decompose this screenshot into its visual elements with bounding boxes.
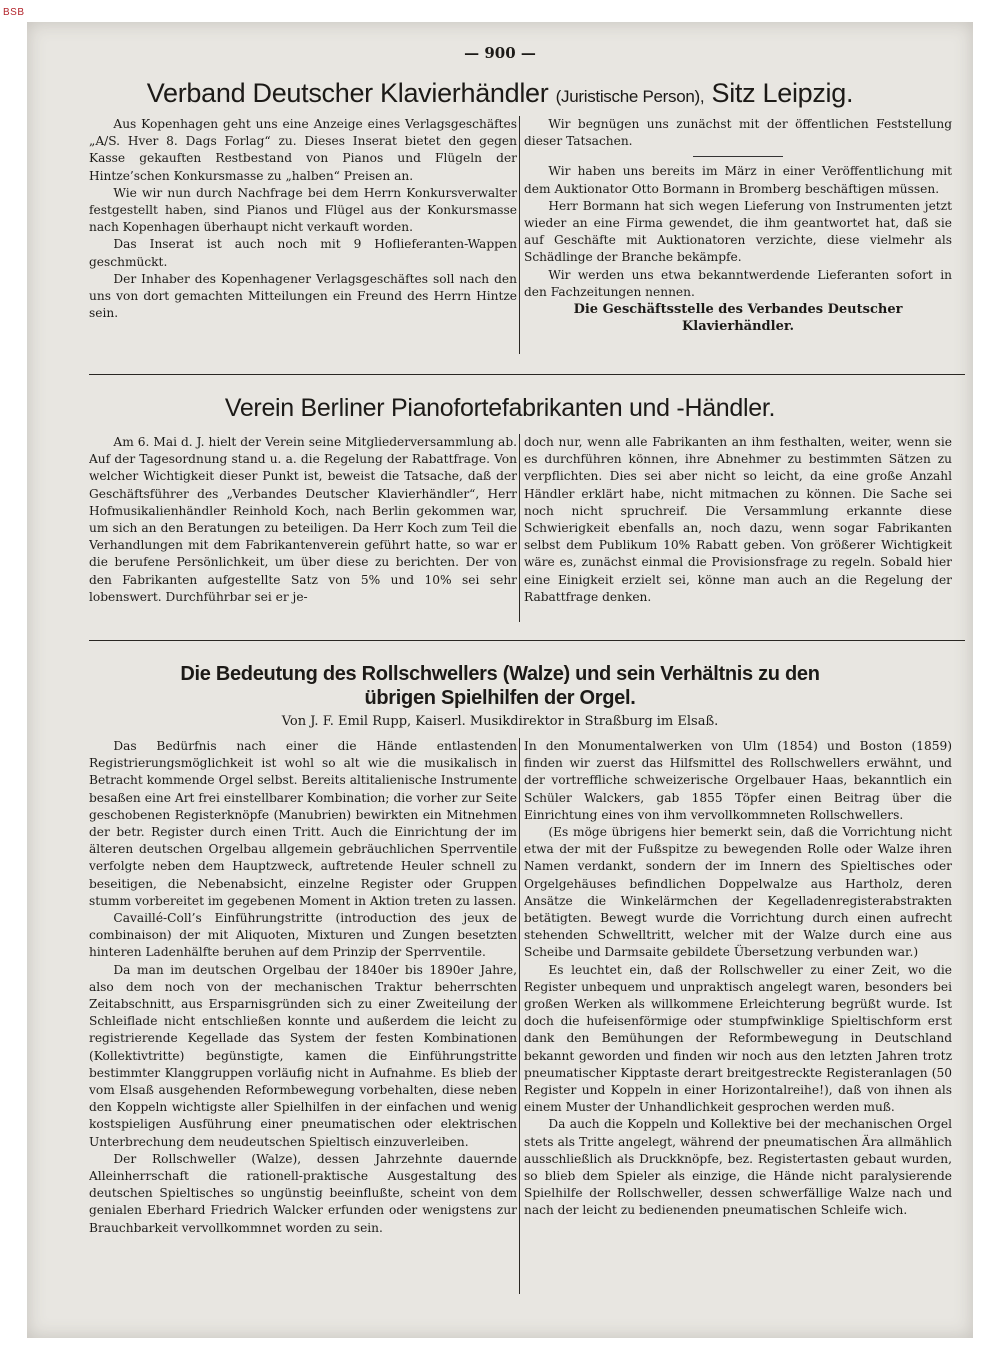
section1-title-end: Sitz Leipzig. <box>711 78 854 108</box>
section1-left-paragraph: Der Inhaber des Kopenhagener Verlagsgeschäftes soll nach den uns von dort gemachten Mitteilungen ein Freund des Herrn Hintze sein. <box>89 271 517 321</box>
section-divider <box>89 640 965 641</box>
section3-left-paragraph: Das Bedürfnis nach einer die Hände entlastenden Registrierungsmöglichkeit ist wohl so alt wie die musikalisch in Betracht kommende Orgel selbst. Bereits altitalienische Instrumente besaßen eine Art frei einstellbarer Kombination; die vorher zur Seite geschobenen Registerknöpfe (Manubrien) bewirkten ein Mitnehmen der betr. Register durch einen Tritt. Auch die Einrichtung der im älteren deutschen Orgelbau allgemein gebräuchlichen Sperrventile verfolgte neben dem Hauptzweck, auftretende Heuler schnell zu beseitigen, die Nebenabsicht, einzelne Register oder Gruppen stumm vorbereitet im gegebenen Moment in Aktion treten zu lassen. <box>89 739 517 908</box>
section1-left-paragraph: Wie wir nun durch Nachfrage bei dem Herrn Konkursverwalter festgestellt haben, sind Pianos und Flügel aus der Konkursmasse nach Kopenhagen überhaupt nicht verkauft worden. <box>89 185 517 235</box>
section2-right-column <box>524 434 952 624</box>
signature-line: Die Geschäftsstelle des Verbandes Deutscher <box>573 302 903 318</box>
section1-right-paragraph: Wir werden uns etwa bekanntwerdende Lieferanten sofort in den Fachzeitungen nennen. <box>524 267 952 299</box>
newspaper-page <box>27 22 973 1338</box>
section3-left-paragraph: Cavaillé-Coll’s Einführungstritte (introduction des jeux de combinaison) der mit Aliquoten, Mixturen und Zungen besetzten hinteren Ladenhälfte beruhen auf dem Prinzip der Sperrventile. <box>89 911 517 960</box>
section2-right-paragraph: doch nur, wenn alle Fabrikanten an ihm festhalten, weiter, wenn sie es durchführen können, ihre Abnehmer zu bestimmten Sätzen zu verpflichten. Dies sei aber nicht so leicht, da eine große Anzahl Händler erklärt habe, nicht mitmachen zu können. Die Sache sei noch nicht spruchreif. Die Versammlung erkannte diese Schwierigkeit ebenfalls an, noch dazu, wenn sogar Fabrikanten selbst dem Publikum 10% Rabatt geben. Von größerer Wichtigkeit wäre es, zunächst einmal die Provisionsfrage zu regeln. Sobald hier eine Einigkeit erzielt sei, könne man auch an die Regelung der Rabattfrage denken. <box>524 435 952 604</box>
section1-title-main: Verband Deutscher Klavierhändler <box>146 78 549 108</box>
section3-right-paragraph: Es leuchtet ein, daß der Rollschweller zu einer Zeit, wo die Register unbequem und unpraktisch angelegt waren, besonders bei großen Werken als willkommene Erleichterung begrüßt wurde. Ist doch die hufeisenförmige oder stumpfwinklige Spieltischform erst dank den Bemühungen der Reformbewegung in Deutschland bekannt geworden und finden wir noch aus den letzten Jahren trotz pneumatischer Kipptaste derart breitgestreckte Registeranlagen (50 Register und Koppeln in einer Horizontalreihe!), daß von ihnen als einem Muster der Unhandlichkeit gesprochen werden muß. <box>524 962 952 1115</box>
short-divider <box>693 156 783 157</box>
section1-right-paragraph: Herr Bormann hat sich wegen Lieferung von Instrumenten jetzt wieder an eine Firma gewendet, die ihm geantwortet hat, daß sie auf Geschäfte mit Auktionatoren verzichte, diese vielmehr als Schädlinge der Branche bekämpfe. <box>524 198 952 265</box>
section2-left-paragraph: Am 6. Mai d. J. hielt der Verein seine Mitgliederversammlung ab. Auf der Tagesordnung stand u. a. die Regelung der Rabattfrage. Von welcher Wichtigkeit dieser Punkt ist, beweist die Tatsache, daß der Geschäftsführer des „Verbandes Deutscher Klavierhändler“, Herr Hofmusikalienhändler Reinhold Koch, nach Berlin gekommen war, um sich an den Beratungen zu beteiligen. Da Herr Koch zum Teil die Verhandlungen mit dem Fabrikantenverein geführt hatte, so war er die berufene Persönlichkeit, um über diese zu berichten. Der von den Fabrikanten aufgestellte Satz von 5% und 10% sei sehr lobenswert. Durchführbar sei er je- <box>89 435 517 604</box>
section1-right-paragraph: Wir haben uns bereits im März in einer Veröffentlichung mit dem Auktionator Otto Bormann in Bromberg beschäftigen müssen. <box>524 164 952 196</box>
library-watermark: BSB <box>3 7 25 18</box>
section1-right-paragraph: Wir begnügen uns zunächst mit der öffentlichen Feststellung dieser Tatsachen. <box>524 117 952 149</box>
section1-title <box>27 78 973 109</box>
section1-column-rule <box>519 116 520 354</box>
section3-left-column <box>89 738 517 1298</box>
author-byline: Von J. F. Emil Rupp, Kaiserl. Musikdirektor in Straßburg im Elsaß. <box>281 714 719 729</box>
page-number: — 900 — <box>464 44 536 62</box>
section3-right-paragraph: In den Monumentalwerken von Ulm (1854) und Boston (1859) finden wir zuerst das Hilfsmittel des Rollschwellers erwähnt, und der vortreffliche schweizerische Orgelbauer Haas, bekanntlich ein Schüler Walckers, gab 1855 Töpfer einen Beitrag über die Einrichtung eines von ihm vervollkommneten Rollschwellers. <box>524 739 952 822</box>
section1-left-paragraph: Aus Kopenhagen geht uns eine Anzeige eines Verlagsgeschäftes „A/S. Hver 8. Dags Forlag“ zu. Dieses Inserat bietet den gegen Kasse gekauften Restbestand von Pianos und Flügeln der Hintze’schen Konkursmasse zu „halben“ Preisen an. <box>89 117 517 183</box>
section1-title-paren: (Juristische Person), <box>555 87 705 106</box>
section3-left-paragraph: Der Rollschweller (Walze), dessen Jahrzehnte dauernde Alleinherrschaft die rationell-praktische Ausgestaltung des deutschen Spieltisches so ungünstig beeinflußte, scheint von dem genialen Eberhard Friedrich Walcker erfunden oder wenigstens zur Brauchbarkeit vervollkommnet worden zu sein. <box>89 1151 517 1235</box>
section3-right-paragraph: Da auch die Koppeln und Kollektive bei der mechanischen Orgel stets als Tritte angelegt, während der pneumatischen Ära allmählich ausschließlich als Druckknöpfe, bez. Registertasten gebaut wurden, so blieb dem Spieler als einzige, die Hände nicht paralysierende Spielhilfe der Rollschweller, dessen schwerfällige Walze nach und nach der leicht zu bedienenden pneumatischen Schleife wich. <box>524 1117 952 1218</box>
section2-left-column <box>89 434 517 624</box>
section3-title-line: Die Bedeutung des Rollschwellers (Walze) und sein Verhältnis zu den <box>180 663 820 685</box>
section3-right-paragraph: (Es möge übrigens hier bemerkt sein, daß die Vorrichtung nicht etwa der mit der Fußspitze zu bewegenden Rolle oder Walze ihren Namen verdankt, sondern der im Innern des Spieltisches oder Orgelgehäuses befindlichen Doppelwalze aus Hartholz, deren Ansätze die Winkelärmchen der Kegelladenregisterabstrakten betätigten. Bewegt wurde die Vorrichtung durch einen aufrecht stehenden Schwelltritt, welcher mit der Walze durch eine aus Scheibe und Darmsaite gebildete Übersetzung verbunden war.) <box>524 825 952 960</box>
section1-left-paragraph: Das Inserat ist auch noch mit 9 Hoflieferanten-Wappen geschmückt. <box>89 237 517 269</box>
section3-right-column <box>524 738 952 1298</box>
section3-left-paragraph: Da man im deutschen Orgelbau der 1840er bis 1890er Jahre, also dem noch von der mechanischen Traktur beherrschten Zeitabschnitt, aus Ersparnisgründen sich zu einer Zweiteilung der Schleiflade nicht entschließen konnte und außerdem die leicht zu registrierende Kegellade das System der festen Kombinationen (Kollektivtritte) begünstigte, kamen die Einführungstritte bestimmter Klanggruppen vorläufig nicht in Aufnahme. Es blieb der vom Elsaß ausgehenden Reformbewegung vorbehalten, diese neben den Koppeln wichtigste aller Spielhilfen in der einfachen und wenig kostspieligen Ausführung einer pneumatischen oder elektrischen Unterbrechung dem neudeutschen Spieltisch einzuverleiben. <box>89 962 517 1149</box>
signature <box>524 301 952 335</box>
section1-left-column <box>89 116 517 362</box>
section3-title <box>27 662 973 710</box>
section2-title: Verein Berliner Pianofortefabrikanten und -Händler. <box>224 394 776 422</box>
section2-column-rule <box>519 434 520 622</box>
section3-title-line: übrigen Spielhilfen der Orgel. <box>364 687 636 709</box>
section1-right-column <box>524 116 952 368</box>
section3-column-rule <box>519 738 520 1294</box>
signature-line: Klavierhändler. <box>681 319 795 335</box>
section-divider <box>89 374 965 375</box>
